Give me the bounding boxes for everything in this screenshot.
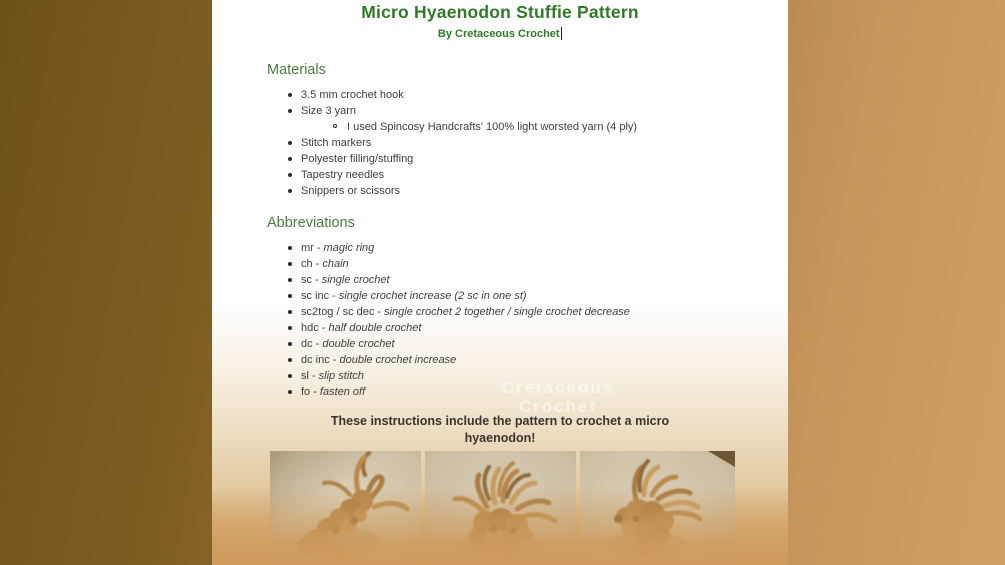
- abbrev-term: ch -: [301, 258, 320, 270]
- intro-statement-line1: These instructions include the pattern to crochet a micro: [330, 414, 670, 428]
- intro-statement-line2: hyaenodon!: [464, 430, 536, 445]
- byline-textbox[interactable]: [212, 27, 788, 40]
- abbrev-item: [301, 352, 757, 368]
- watermark: [502, 378, 615, 416]
- abbrev-definition: magic ring: [323, 242, 375, 254]
- abbrev-definition: single crochet 2 together / single crochet decrease: [384, 306, 630, 318]
- list-subitem: [347, 119, 757, 135]
- materials-list[interactable]: [267, 87, 757, 199]
- abbreviations-list[interactable]: [267, 240, 757, 400]
- list-item: [301, 151, 757, 167]
- list-item: [301, 103, 757, 135]
- watermark-line1: Cretaceous: [501, 378, 615, 397]
- abbrev-definition: half double crochet: [328, 322, 422, 334]
- list-item-text: 3.5 mm crochet hook: [301, 89, 404, 101]
- abbrev-term: hdc -: [301, 322, 326, 334]
- pattern-page[interactable]: [212, 0, 788, 565]
- abbrev-definition: fasten off: [319, 386, 366, 398]
- abbrev-item: [301, 272, 757, 288]
- hyaenodon-photo-2-image: [425, 451, 576, 565]
- abbrev-item: [301, 256, 757, 272]
- hyaenodon-photo-3-image: [580, 451, 735, 565]
- list-item: [301, 87, 757, 103]
- abbrev-term: dc -: [301, 338, 320, 350]
- abbrev-definition: chain: [322, 258, 349, 270]
- page-title[interactable]: Micro Hyaenodon Stuffie Pattern: [361, 2, 639, 22]
- hyaenodon-photo-3[interactable]: [580, 451, 735, 565]
- abbrev-term: dc inc -: [301, 354, 337, 366]
- list-item: [301, 167, 757, 183]
- abbrev-item: [301, 304, 757, 320]
- hyaenodon-photo-2[interactable]: [425, 451, 576, 565]
- abbrev-term: sl -: [301, 370, 316, 382]
- materials-sublist: [301, 119, 757, 135]
- abbrev-term: sc -: [301, 274, 319, 286]
- abbrev-item: [301, 336, 757, 352]
- list-item: [301, 183, 757, 199]
- abbrev-term: sc inc -: [301, 290, 336, 302]
- hyaenodon-photo-1[interactable]: [270, 451, 421, 565]
- abbrev-definition: double crochet increase: [339, 354, 457, 366]
- byline-text: By Cretaceous Crochet: [437, 28, 560, 40]
- photo-row: [270, 451, 735, 565]
- abbrev-term: mr -: [301, 242, 321, 254]
- abbrev-definition: slip stitch: [318, 370, 364, 382]
- watermark-line2: Crochet: [518, 397, 598, 416]
- list-item-text: Stitch markers: [301, 137, 372, 149]
- abbrev-term: fo -: [301, 386, 317, 398]
- abbrev-item: [301, 240, 757, 256]
- abbrev-definition: double crochet: [322, 338, 395, 350]
- abbrev-term: sc2tog / sc dec -: [301, 306, 382, 318]
- list-item-text: I used Spincosy Handcrafts' 100% light worsted yarn (4 ply): [347, 121, 638, 133]
- abbrev-definition: single crochet increase (2 sc in one st): [338, 290, 527, 302]
- hyaenodon-photo-1-image: [270, 451, 421, 565]
- list-item: [301, 135, 757, 151]
- list-item-text: Polyester filling/stuffing: [301, 153, 414, 165]
- materials-heading[interactable]: Materials: [267, 62, 326, 78]
- list-item-text: Snippers or scissors: [301, 185, 401, 197]
- text-caret: [561, 27, 563, 40]
- abbreviations-heading[interactable]: Abbreviations: [267, 215, 355, 231]
- list-item-text: Size 3 yarn: [301, 105, 357, 117]
- abbrev-item: [301, 320, 757, 336]
- abbrev-definition: single crochet: [321, 274, 390, 286]
- abbrev-item: [301, 288, 757, 304]
- intro-statement[interactable]: [212, 413, 788, 446]
- list-item-text: Tapestry needles: [301, 169, 385, 181]
